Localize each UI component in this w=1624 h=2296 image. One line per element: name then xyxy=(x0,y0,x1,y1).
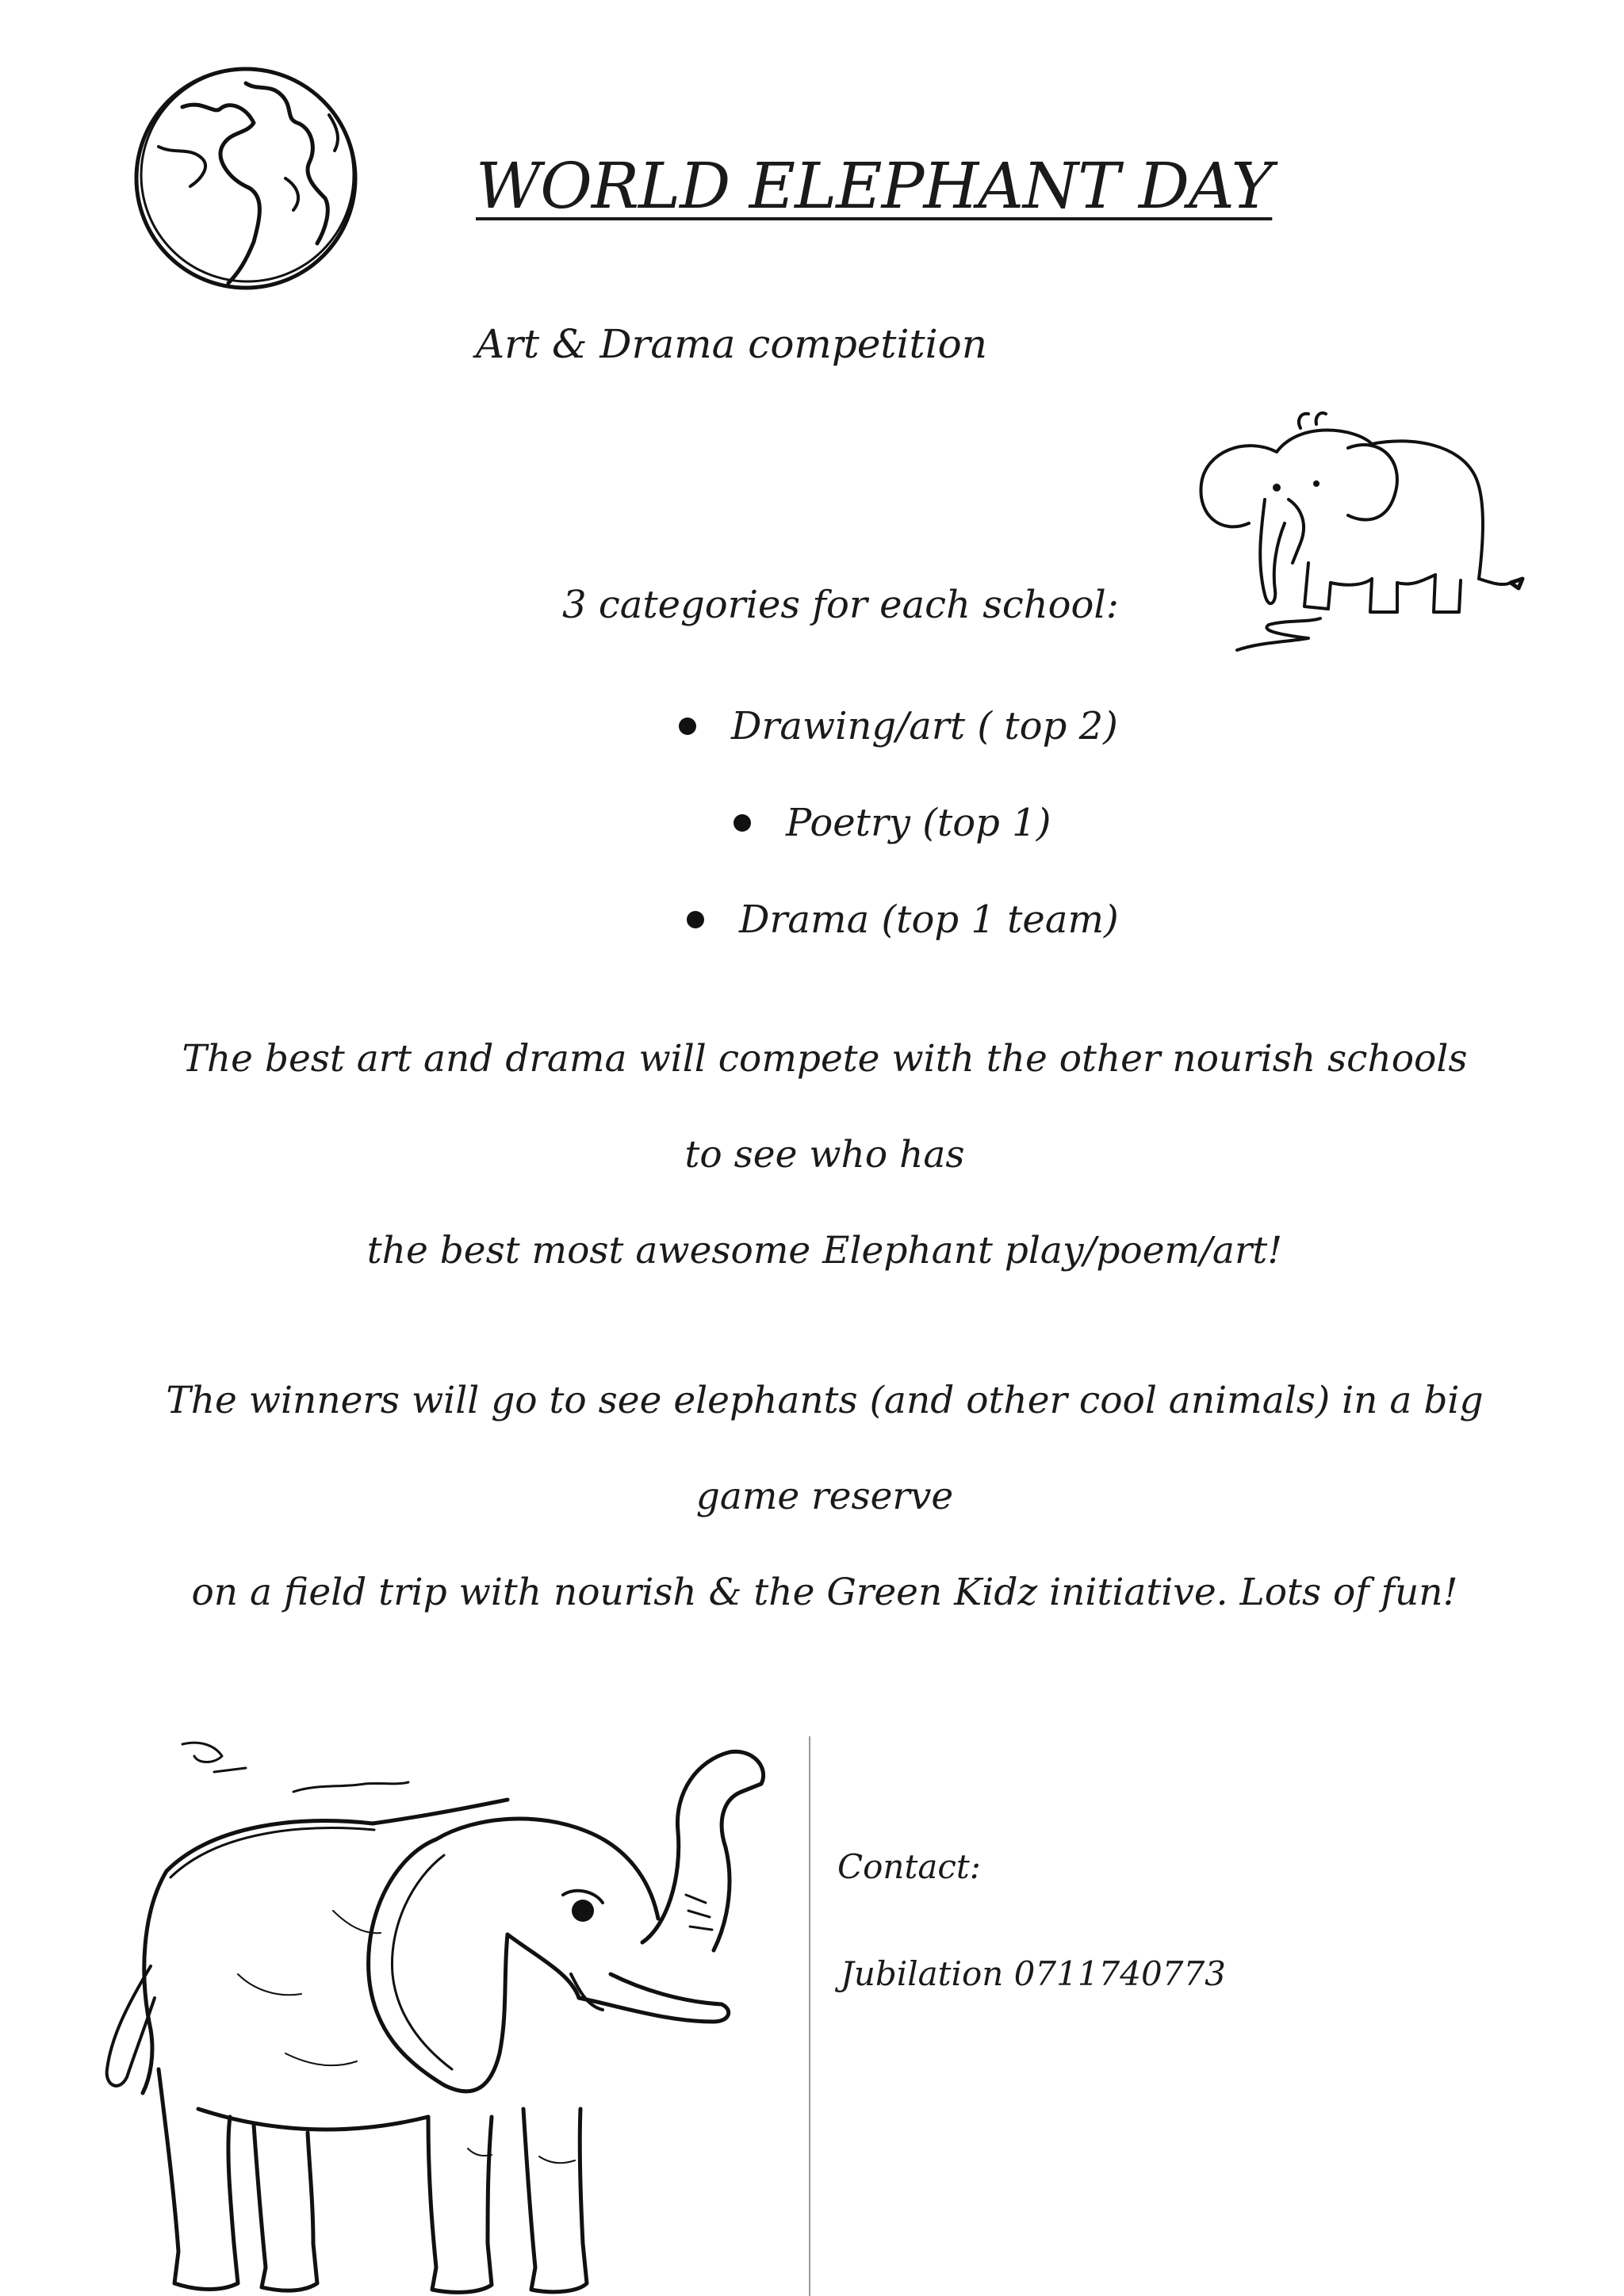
compete-paragraph xyxy=(159,1011,1491,1299)
winners-line-1: The winners will go to see elephants (and other cool animals) in a big game reserve xyxy=(166,1379,1484,1518)
elephant-drawing-icon xyxy=(95,1736,809,2296)
list-item xyxy=(687,897,1119,942)
category-drawing: Drawing/art ( top 2) xyxy=(731,704,1118,748)
bullet-icon xyxy=(679,718,696,735)
bullet-icon xyxy=(687,911,704,928)
cartoon-elephant-icon xyxy=(1189,404,1530,674)
page-title: WORLD ELEPHANT DAY xyxy=(476,149,1273,223)
category-drama: Drama (top 1 team) xyxy=(739,897,1119,942)
list-item xyxy=(679,704,1118,748)
vertical-divider xyxy=(809,1736,810,2296)
bullet-icon xyxy=(733,814,751,832)
compete-line-2: the best most awesome Elephant play/poem/art! xyxy=(366,1229,1283,1272)
categories-intro: 3 categories for each school: xyxy=(562,583,1119,627)
list-item xyxy=(733,801,1051,845)
contact-label: Contact: xyxy=(837,1847,981,1886)
winners-line-2: on a field trip with nourish & the Green Kidz initiative. Lots of fun! xyxy=(191,1571,1458,1614)
page-subtitle: Art & Drama competition xyxy=(476,321,987,367)
winners-paragraph xyxy=(159,1353,1491,1640)
category-poetry: Poetry (top 1) xyxy=(786,801,1051,845)
globe-icon xyxy=(127,59,365,297)
contact-person: Jubilation 0711740773 xyxy=(841,1954,1226,1993)
compete-line-1: The best art and drama will compete with the other nourish schools to see who has xyxy=(182,1037,1468,1177)
